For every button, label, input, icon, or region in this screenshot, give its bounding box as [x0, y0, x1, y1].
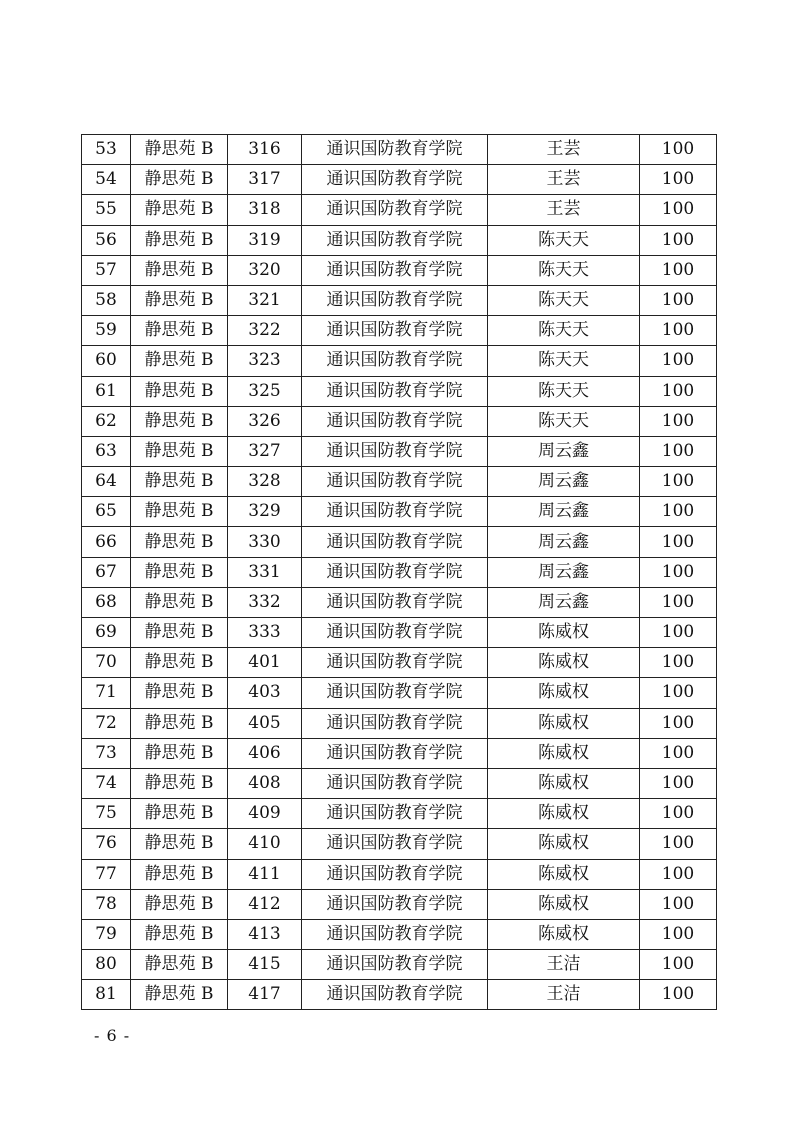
- score-cell: 100: [640, 406, 717, 436]
- person-in-charge-cell: 陈威权: [488, 919, 640, 949]
- person-in-charge-cell: 陈天天: [488, 406, 640, 436]
- building-cell: 静思苑 B: [131, 950, 228, 980]
- table-row: [82, 135, 717, 165]
- building-cell: 静思苑 B: [131, 255, 228, 285]
- building-cell: 静思苑 B: [131, 376, 228, 406]
- row-number-cell: 70: [82, 648, 131, 678]
- college-cell: 通识国防教育学院: [302, 587, 488, 617]
- row-number-cell: 80: [82, 950, 131, 980]
- building-cell: 静思苑 B: [131, 919, 228, 949]
- college-cell: 通识国防教育学院: [302, 738, 488, 768]
- room-number-cell: 320: [228, 255, 302, 285]
- college-cell: 通识国防教育学院: [302, 919, 488, 949]
- building-cell: 静思苑 B: [131, 527, 228, 557]
- building-cell: 静思苑 B: [131, 557, 228, 587]
- college-cell: 通识国防教育学院: [302, 376, 488, 406]
- score-cell: 100: [640, 648, 717, 678]
- person-in-charge-cell: 陈威权: [488, 648, 640, 678]
- row-number-cell: 69: [82, 618, 131, 648]
- room-number-cell: 329: [228, 497, 302, 527]
- building-cell: 静思苑 B: [131, 587, 228, 617]
- table-row: [82, 316, 717, 346]
- score-cell: 100: [640, 889, 717, 919]
- building-cell: 静思苑 B: [131, 316, 228, 346]
- person-in-charge-cell: 陈天天: [488, 316, 640, 346]
- building-cell: 静思苑 B: [131, 768, 228, 798]
- college-cell: 通识国防教育学院: [302, 255, 488, 285]
- score-cell: 100: [640, 557, 717, 587]
- score-cell: 100: [640, 829, 717, 859]
- dormitory-score-table: [81, 134, 717, 1010]
- person-in-charge-cell: 陈威权: [488, 768, 640, 798]
- row-number-cell: 64: [82, 467, 131, 497]
- table-body: [82, 135, 717, 1010]
- person-in-charge-cell: 陈天天: [488, 255, 640, 285]
- table-row: [82, 738, 717, 768]
- table-row: [82, 346, 717, 376]
- college-cell: 通识国防教育学院: [302, 195, 488, 225]
- score-cell: 100: [640, 285, 717, 315]
- building-cell: 静思苑 B: [131, 618, 228, 648]
- table-row: [82, 829, 717, 859]
- building-cell: 静思苑 B: [131, 859, 228, 889]
- person-in-charge-cell: 周云鑫: [488, 436, 640, 466]
- table-row: [82, 889, 717, 919]
- table-row: [82, 587, 717, 617]
- college-cell: 通识国防教育学院: [302, 285, 488, 315]
- row-number-cell: 76: [82, 829, 131, 859]
- building-cell: 静思苑 B: [131, 829, 228, 859]
- building-cell: 静思苑 B: [131, 165, 228, 195]
- row-number-cell: 58: [82, 285, 131, 315]
- college-cell: 通识国防教育学院: [302, 316, 488, 346]
- table-row: [82, 648, 717, 678]
- building-cell: 静思苑 B: [131, 225, 228, 255]
- person-in-charge-cell: 陈威权: [488, 829, 640, 859]
- building-cell: 静思苑 B: [131, 285, 228, 315]
- row-number-cell: 61: [82, 376, 131, 406]
- college-cell: 通识国防教育学院: [302, 135, 488, 165]
- row-number-cell: 79: [82, 919, 131, 949]
- college-cell: 通识国防教育学院: [302, 618, 488, 648]
- college-cell: 通识国防教育学院: [302, 346, 488, 376]
- room-number-cell: 316: [228, 135, 302, 165]
- score-cell: 100: [640, 467, 717, 497]
- table-row: [82, 557, 717, 587]
- table-row: [82, 527, 717, 557]
- table-row: [82, 436, 717, 466]
- room-number-cell: 413: [228, 919, 302, 949]
- score-cell: 100: [640, 768, 717, 798]
- score-cell: 100: [640, 980, 717, 1010]
- person-in-charge-cell: 周云鑫: [488, 587, 640, 617]
- row-number-cell: 71: [82, 678, 131, 708]
- table-row: [82, 406, 717, 436]
- person-in-charge-cell: 王芸: [488, 165, 640, 195]
- person-in-charge-cell: 陈威权: [488, 859, 640, 889]
- building-cell: 静思苑 B: [131, 406, 228, 436]
- room-number-cell: 323: [228, 346, 302, 376]
- person-in-charge-cell: 陈威权: [488, 678, 640, 708]
- page-number: - 6 -: [94, 1026, 131, 1045]
- person-in-charge-cell: 周云鑫: [488, 527, 640, 557]
- score-cell: 100: [640, 527, 717, 557]
- college-cell: 通识国防教育学院: [302, 889, 488, 919]
- person-in-charge-cell: 陈威权: [488, 799, 640, 829]
- building-cell: 静思苑 B: [131, 135, 228, 165]
- room-number-cell: 319: [228, 225, 302, 255]
- score-cell: 100: [640, 376, 717, 406]
- room-number-cell: 321: [228, 285, 302, 315]
- row-number-cell: 74: [82, 768, 131, 798]
- room-number-cell: 411: [228, 859, 302, 889]
- person-in-charge-cell: 王洁: [488, 950, 640, 980]
- score-cell: 100: [640, 497, 717, 527]
- building-cell: 静思苑 B: [131, 648, 228, 678]
- building-cell: 静思苑 B: [131, 889, 228, 919]
- table-row: [82, 255, 717, 285]
- college-cell: 通识国防教育学院: [302, 708, 488, 738]
- row-number-cell: 63: [82, 436, 131, 466]
- room-number-cell: 325: [228, 376, 302, 406]
- person-in-charge-cell: 陈威权: [488, 738, 640, 768]
- row-number-cell: 65: [82, 497, 131, 527]
- college-cell: 通识国防教育学院: [302, 527, 488, 557]
- room-number-cell: 415: [228, 950, 302, 980]
- person-in-charge-cell: 陈天天: [488, 225, 640, 255]
- table-row: [82, 376, 717, 406]
- building-cell: 静思苑 B: [131, 799, 228, 829]
- room-number-cell: 405: [228, 708, 302, 738]
- score-cell: 100: [640, 799, 717, 829]
- room-number-cell: 417: [228, 980, 302, 1010]
- building-cell: 静思苑 B: [131, 708, 228, 738]
- score-cell: 100: [640, 346, 717, 376]
- room-number-cell: 332: [228, 587, 302, 617]
- room-number-cell: 406: [228, 738, 302, 768]
- person-in-charge-cell: 陈天天: [488, 346, 640, 376]
- score-cell: 100: [640, 135, 717, 165]
- table-row: [82, 980, 717, 1010]
- row-number-cell: 68: [82, 587, 131, 617]
- row-number-cell: 66: [82, 527, 131, 557]
- room-number-cell: 408: [228, 768, 302, 798]
- table-row: [82, 859, 717, 889]
- college-cell: 通识国防教育学院: [302, 980, 488, 1010]
- person-in-charge-cell: 王洁: [488, 980, 640, 1010]
- score-cell: 100: [640, 859, 717, 889]
- row-number-cell: 60: [82, 346, 131, 376]
- table-row: [82, 678, 717, 708]
- person-in-charge-cell: 陈威权: [488, 889, 640, 919]
- row-number-cell: 67: [82, 557, 131, 587]
- building-cell: 静思苑 B: [131, 678, 228, 708]
- score-cell: 100: [640, 436, 717, 466]
- row-number-cell: 55: [82, 195, 131, 225]
- table-row: [82, 497, 717, 527]
- table-row: [82, 708, 717, 738]
- score-cell: 100: [640, 165, 717, 195]
- college-cell: 通识国防教育学院: [302, 799, 488, 829]
- table-row: [82, 195, 717, 225]
- score-cell: 100: [640, 225, 717, 255]
- room-number-cell: 330: [228, 527, 302, 557]
- person-in-charge-cell: 陈威权: [488, 618, 640, 648]
- college-cell: 通识国防教育学院: [302, 467, 488, 497]
- room-number-cell: 327: [228, 436, 302, 466]
- person-in-charge-cell: 王芸: [488, 135, 640, 165]
- building-cell: 静思苑 B: [131, 980, 228, 1010]
- score-cell: 100: [640, 316, 717, 346]
- score-cell: 100: [640, 919, 717, 949]
- row-number-cell: 57: [82, 255, 131, 285]
- score-cell: 100: [640, 738, 717, 768]
- row-number-cell: 78: [82, 889, 131, 919]
- room-number-cell: 328: [228, 467, 302, 497]
- table-row: [82, 950, 717, 980]
- row-number-cell: 56: [82, 225, 131, 255]
- college-cell: 通识国防教育学院: [302, 406, 488, 436]
- room-number-cell: 318: [228, 195, 302, 225]
- row-number-cell: 75: [82, 799, 131, 829]
- score-cell: 100: [640, 678, 717, 708]
- row-number-cell: 54: [82, 165, 131, 195]
- person-in-charge-cell: 周云鑫: [488, 467, 640, 497]
- room-number-cell: 322: [228, 316, 302, 346]
- table-row: [82, 799, 717, 829]
- person-in-charge-cell: 陈威权: [488, 708, 640, 738]
- college-cell: 通识国防教育学院: [302, 829, 488, 859]
- table-row: [82, 919, 717, 949]
- college-cell: 通识国防教育学院: [302, 225, 488, 255]
- table-row: [82, 467, 717, 497]
- building-cell: 静思苑 B: [131, 738, 228, 768]
- score-cell: 100: [640, 587, 717, 617]
- score-cell: 100: [640, 618, 717, 648]
- college-cell: 通识国防教育学院: [302, 648, 488, 678]
- college-cell: 通识国防教育学院: [302, 950, 488, 980]
- room-number-cell: 410: [228, 829, 302, 859]
- college-cell: 通识国防教育学院: [302, 859, 488, 889]
- room-number-cell: 333: [228, 618, 302, 648]
- row-number-cell: 59: [82, 316, 131, 346]
- building-cell: 静思苑 B: [131, 346, 228, 376]
- row-number-cell: 53: [82, 135, 131, 165]
- college-cell: 通识国防教育学院: [302, 678, 488, 708]
- college-cell: 通识国防教育学院: [302, 497, 488, 527]
- row-number-cell: 81: [82, 980, 131, 1010]
- college-cell: 通识国防教育学院: [302, 165, 488, 195]
- college-cell: 通识国防教育学院: [302, 557, 488, 587]
- room-number-cell: 401: [228, 648, 302, 678]
- person-in-charge-cell: 周云鑫: [488, 497, 640, 527]
- table-row: [82, 285, 717, 315]
- person-in-charge-cell: 王芸: [488, 195, 640, 225]
- room-number-cell: 317: [228, 165, 302, 195]
- score-cell: 100: [640, 950, 717, 980]
- building-cell: 静思苑 B: [131, 467, 228, 497]
- room-number-cell: 403: [228, 678, 302, 708]
- score-cell: 100: [640, 708, 717, 738]
- building-cell: 静思苑 B: [131, 497, 228, 527]
- row-number-cell: 77: [82, 859, 131, 889]
- table-row: [82, 165, 717, 195]
- room-number-cell: 331: [228, 557, 302, 587]
- room-number-cell: 412: [228, 889, 302, 919]
- row-number-cell: 62: [82, 406, 131, 436]
- score-cell: 100: [640, 255, 717, 285]
- person-in-charge-cell: 陈天天: [488, 376, 640, 406]
- row-number-cell: 72: [82, 708, 131, 738]
- score-cell: 100: [640, 195, 717, 225]
- college-cell: 通识国防教育学院: [302, 436, 488, 466]
- table-row: [82, 768, 717, 798]
- person-in-charge-cell: 周云鑫: [488, 557, 640, 587]
- row-number-cell: 73: [82, 738, 131, 768]
- building-cell: 静思苑 B: [131, 436, 228, 466]
- college-cell: 通识国防教育学院: [302, 768, 488, 798]
- table-row: [82, 618, 717, 648]
- person-in-charge-cell: 陈天天: [488, 285, 640, 315]
- building-cell: 静思苑 B: [131, 195, 228, 225]
- room-number-cell: 326: [228, 406, 302, 436]
- table-row: [82, 225, 717, 255]
- room-number-cell: 409: [228, 799, 302, 829]
